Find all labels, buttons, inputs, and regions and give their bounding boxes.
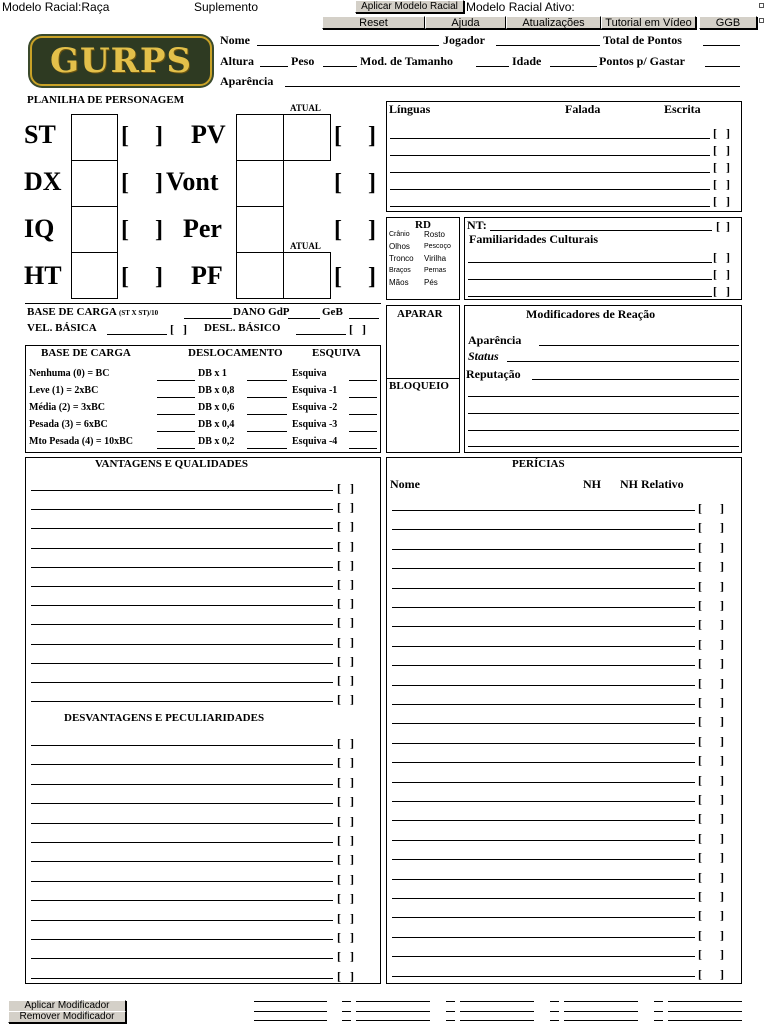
pericia-points[interactable]: [ ] xyxy=(698,772,724,787)
desvantagem-row[interactable] xyxy=(31,861,333,862)
dx-points[interactable]: [ ] xyxy=(121,170,173,196)
modifier-dash xyxy=(446,1020,455,1021)
carga-level-2: Leve (1) = 2xBC xyxy=(29,385,99,396)
modifier-field[interactable] xyxy=(356,1011,430,1012)
vantagem-row[interactable] xyxy=(31,567,333,568)
modifier-dash xyxy=(654,1001,663,1002)
iq-value-box[interactable] xyxy=(71,206,118,253)
modifier-field[interactable] xyxy=(460,1011,534,1012)
pericia-points[interactable]: [ ] xyxy=(698,598,724,612)
aparar-label: APARAR xyxy=(397,308,443,320)
desvantagem-points[interactable]: [ ] xyxy=(337,774,354,789)
modifier-dash xyxy=(654,1020,663,1021)
desvantagem-row[interactable] xyxy=(31,784,333,785)
pv-atual-box[interactable] xyxy=(283,114,331,161)
esquiva-header: ESQUIVA xyxy=(312,347,361,359)
rd-part-left-2: Olhos xyxy=(389,242,410,251)
escrita-header: Escrita xyxy=(664,102,701,116)
pericia-row[interactable] xyxy=(392,665,695,666)
desvantagem-row[interactable] xyxy=(31,958,333,959)
pericia-row[interactable] xyxy=(392,626,695,627)
divider xyxy=(386,378,460,379)
iq-points[interactable]: [ ] xyxy=(121,217,173,243)
desl-value-5[interactable] xyxy=(247,448,287,449)
jogador-field[interactable] xyxy=(496,45,600,46)
pericia-row[interactable] xyxy=(392,510,695,511)
vantagem-points[interactable]: [ ] xyxy=(337,577,354,591)
rd-title: RD xyxy=(415,219,431,231)
pericia-row[interactable] xyxy=(392,607,695,608)
nome-field[interactable] xyxy=(257,45,439,46)
desl-basico-field[interactable] xyxy=(296,334,346,335)
vantagem-row[interactable] xyxy=(31,663,333,664)
reacao-aparencia-label: Aparência xyxy=(468,333,522,347)
ht-value-box[interactable] xyxy=(71,252,118,299)
modifier-field[interactable] xyxy=(668,1020,742,1021)
pericia-points[interactable]: [ ] xyxy=(698,908,724,923)
pericia-row[interactable] xyxy=(392,801,695,802)
attr-st: ST xyxy=(24,120,56,149)
pericia-row[interactable] xyxy=(392,898,695,899)
aparencia-field[interactable] xyxy=(285,86,740,87)
modifier-dash xyxy=(654,1011,663,1012)
geb-label: GeB xyxy=(322,306,343,318)
vantagem-row[interactable] xyxy=(31,528,333,529)
pericia-points[interactable]: [ ] xyxy=(698,927,724,942)
modifier-dash xyxy=(446,1011,455,1012)
vel-basica-field[interactable] xyxy=(107,334,167,335)
st-value-box[interactable] xyxy=(71,114,118,161)
desl-mult-5: DB x 0,2 xyxy=(198,436,235,447)
falada-header: Falada xyxy=(565,102,601,116)
reacao-row-3[interactable] xyxy=(468,430,739,431)
lingua-row-2[interactable] xyxy=(390,155,710,156)
total-pontos-label: Total de Pontos xyxy=(603,33,682,47)
desvantagem-row[interactable] xyxy=(31,978,333,979)
tutorial-button[interactable]: Tutorial em Vídeo xyxy=(601,16,696,29)
pericia-row[interactable] xyxy=(392,840,695,841)
vantagens-title: VANTAGENS E QUALIDADES xyxy=(95,458,249,470)
desvantagem-points[interactable]: [ ] xyxy=(337,813,354,828)
modifier-field[interactable] xyxy=(254,1020,327,1021)
sheet-title: PLANILHA DE PERSONAGEM xyxy=(27,94,185,106)
vantagem-points[interactable]: [ ] xyxy=(337,634,354,649)
modelo-racial-select[interactable]: Raça xyxy=(81,0,110,14)
carga-level-3: Média (2) = 3xBC xyxy=(29,402,105,413)
pontos-gastar-field[interactable] xyxy=(705,66,740,67)
pv-points[interactable]: [ ] xyxy=(334,123,386,149)
vantagem-row[interactable] xyxy=(31,586,333,587)
desl-mult-3: DB x 0,6 xyxy=(198,402,235,413)
lingua-row-3[interactable] xyxy=(390,172,710,173)
atual-label-top: ATUAL xyxy=(290,103,321,113)
reacao-row-2[interactable] xyxy=(468,413,739,414)
pericia-points[interactable]: [ ] xyxy=(698,714,724,729)
vantagem-row[interactable] xyxy=(31,624,333,625)
modifier-field[interactable] xyxy=(668,1001,742,1002)
linguas-box xyxy=(386,101,742,212)
pericia-row[interactable] xyxy=(392,782,695,783)
pericia-row[interactable] xyxy=(392,588,695,589)
pericia-row[interactable] xyxy=(392,859,695,860)
remover-modificador-button[interactable]: Remover Modificador xyxy=(8,1011,126,1023)
pericia-points[interactable]: [ ] xyxy=(698,520,724,535)
per-value-box[interactable] xyxy=(236,206,284,253)
vantagem-points[interactable]: [ ] xyxy=(337,481,354,495)
pericia-points[interactable]: [ ] xyxy=(698,539,724,554)
pericia-points[interactable]: [ ] xyxy=(698,656,724,671)
desl-basico-label: DESL. BÁSICO xyxy=(204,322,281,334)
reacao-status-label: Status xyxy=(468,349,499,363)
rd-part-left-1: Crânio xyxy=(389,231,410,238)
pericia-points[interactable]: [ ] xyxy=(698,792,724,806)
gurps-logo xyxy=(30,36,212,86)
rd-part-right-4: Pernas xyxy=(424,267,447,274)
nt-points[interactable]: [ ] xyxy=(716,219,730,233)
dx-value-box[interactable] xyxy=(71,160,118,207)
modifier-field[interactable] xyxy=(356,1020,430,1021)
carga-header: BASE DE CARGA xyxy=(41,347,131,359)
desvantagem-row[interactable] xyxy=(31,764,333,765)
pericia-points[interactable]: [ ] xyxy=(698,869,724,884)
linguas-title: Línguas xyxy=(389,102,431,116)
desvantagem-points[interactable]: [ ] xyxy=(337,755,354,770)
modifier-field[interactable] xyxy=(564,1001,638,1002)
lingua-points-4[interactable]: [ ] xyxy=(713,177,730,191)
pericia-points[interactable]: [ ] xyxy=(698,695,724,709)
desvantagem-points[interactable]: [ ] xyxy=(337,736,354,750)
pv-value-box[interactable] xyxy=(236,114,284,161)
aplicar-modelo-button[interactable]: Aplicar Modelo Racial xyxy=(355,0,464,13)
total-pontos-field[interactable] xyxy=(703,45,740,46)
modifier-dash xyxy=(550,1011,559,1012)
pontos-gastar-label: Pontos p/ Gastar xyxy=(599,54,686,68)
pericia-points[interactable]: [ ] xyxy=(698,501,724,515)
vantagem-row[interactable] xyxy=(31,644,333,645)
base-carga-field[interactable] xyxy=(184,318,232,319)
vont-value-box[interactable] xyxy=(236,160,284,207)
carga-level-5: Mto Pesada (4) = 10xBC xyxy=(29,436,134,447)
desvantagem-row[interactable] xyxy=(31,881,333,882)
desvantagem-row[interactable] xyxy=(31,842,333,843)
rd-part-left-3: Tronco xyxy=(389,254,414,263)
desvantagem-points[interactable]: [ ] xyxy=(337,949,354,964)
desl-value-3[interactable] xyxy=(247,414,287,415)
vantagem-points[interactable]: [ ] xyxy=(337,615,354,630)
desvantagem-row[interactable] xyxy=(31,745,333,746)
altura-label: Altura xyxy=(220,54,254,68)
pericias-title: PERÍCIAS xyxy=(512,458,565,470)
pericia-row[interactable] xyxy=(392,937,695,938)
vantagem-points[interactable]: [ ] xyxy=(337,538,354,553)
nt-field[interactable] xyxy=(490,230,712,231)
desvantagens-title: DESVANTAGENS E PECULIARIDADES xyxy=(64,712,265,724)
pf-atual-box[interactable] xyxy=(283,252,331,299)
bloqueio-label: BLOQUEIO xyxy=(389,380,449,392)
pericia-points[interactable]: [ ] xyxy=(698,830,724,845)
geb-field[interactable] xyxy=(349,318,379,319)
esquiva-mod-3: Esquiva -2 xyxy=(292,402,338,413)
esquiva-value-2[interactable] xyxy=(349,397,377,398)
reacao-status-field[interactable] xyxy=(507,361,739,362)
modifier-dash xyxy=(550,1020,559,1021)
pericias-nh-header: NH xyxy=(583,477,601,491)
desvantagem-points[interactable]: [ ] xyxy=(337,871,354,886)
pericia-row[interactable] xyxy=(392,704,695,705)
desvantagem-row[interactable] xyxy=(31,823,333,824)
pericia-row[interactable] xyxy=(392,820,695,821)
modelo-racial-label: Modelo Racial:Raça xyxy=(2,0,110,14)
modifier-field[interactable] xyxy=(668,1011,742,1012)
idade-label: Idade xyxy=(512,54,542,68)
desl-mult-2: DB x 0,8 xyxy=(198,385,235,396)
desl-mult-4: DB x 0,4 xyxy=(198,419,235,430)
lingua-row-5[interactable] xyxy=(390,206,710,207)
vantagem-points[interactable]: [ ] xyxy=(337,596,354,611)
pf-points[interactable]: [ ] xyxy=(334,264,386,290)
esquiva-mod-5: Esquiva -4 xyxy=(292,436,338,447)
pericia-points[interactable]: [ ] xyxy=(698,889,724,903)
desl-value-4[interactable] xyxy=(247,431,287,432)
desvantagem-points[interactable]: [ ] xyxy=(337,794,354,809)
pericia-row[interactable] xyxy=(392,917,695,918)
desl-value-1[interactable] xyxy=(247,380,287,381)
lingua-points-2[interactable]: [ ] xyxy=(713,143,730,157)
carga-value-4[interactable] xyxy=(157,431,195,432)
st-points[interactable]: [ ] xyxy=(121,123,173,149)
ajuda-button[interactable]: Ajuda xyxy=(425,16,506,29)
modifier-field[interactable] xyxy=(356,1001,430,1002)
vantagem-points[interactable]: [ ] xyxy=(337,519,354,534)
nt-label: NT: xyxy=(467,218,487,232)
pericia-points[interactable]: [ ] xyxy=(698,966,724,981)
rd-part-right-5: Pés xyxy=(424,278,438,287)
rd-part-right-2: Pescoço xyxy=(424,243,451,250)
vantagem-points[interactable]: [ ] xyxy=(337,653,354,668)
lingua-points-5[interactable]: [ ] xyxy=(713,194,730,208)
attr-ht: HT xyxy=(24,261,62,290)
pericia-points[interactable]: [ ] xyxy=(698,753,724,768)
modifier-field[interactable] xyxy=(564,1020,638,1021)
vantagem-row[interactable] xyxy=(31,682,333,683)
ht-points[interactable]: [ ] xyxy=(121,264,173,290)
pericia-row[interactable] xyxy=(392,685,695,686)
ggb-button[interactable]: GGB xyxy=(699,16,757,29)
pericia-row[interactable] xyxy=(392,529,695,530)
desl-mult-1: DB x 1 xyxy=(198,368,227,379)
esquiva-mod-1: Esquiva xyxy=(292,368,327,379)
desl-value-2[interactable] xyxy=(247,397,287,398)
reset-button[interactable]: Reset xyxy=(322,16,425,29)
vantagem-points[interactable]: [ ] xyxy=(337,692,354,707)
modifier-field[interactable] xyxy=(460,1020,534,1021)
desvantagem-row[interactable] xyxy=(31,920,333,921)
pf-value-box[interactable] xyxy=(236,252,284,299)
mod-tamanho-field[interactable] xyxy=(476,66,509,67)
rd-part-left-5: Mãos xyxy=(389,278,409,287)
pericias-nh-relativo-header: NH Relativo xyxy=(620,477,684,491)
pericia-row[interactable] xyxy=(392,568,695,569)
base-carga-label: BASE DE CARGA (ST X ST)/10 xyxy=(27,306,159,318)
modifier-field[interactable] xyxy=(460,1001,534,1002)
pericia-points[interactable]: [ ] xyxy=(698,578,724,593)
altura-field[interactable] xyxy=(260,66,288,67)
vont-points[interactable]: [ ] xyxy=(334,170,386,196)
modifier-dash xyxy=(342,1001,351,1002)
modifier-dash xyxy=(342,1011,351,1012)
rd-part-right-1: Rosto xyxy=(424,230,445,239)
vantagem-points[interactable]: [ ] xyxy=(337,500,354,515)
peso-label: Peso xyxy=(291,54,315,68)
checkbox-2[interactable] xyxy=(759,18,764,23)
pericia-points[interactable]: [ ] xyxy=(698,850,724,865)
lingua-row-4[interactable] xyxy=(390,189,710,190)
pericia-points[interactable]: [ ] xyxy=(698,675,724,690)
pericia-points[interactable]: [ ] xyxy=(698,617,724,632)
pericia-row[interactable] xyxy=(392,549,695,550)
vantagem-row[interactable] xyxy=(31,509,333,510)
pericia-row[interactable] xyxy=(392,956,695,957)
atualizacoes-button[interactable]: Atualizações xyxy=(506,16,601,29)
desvantagem-points[interactable]: [ ] xyxy=(337,930,354,944)
dano-label: DANO GdP xyxy=(233,306,290,318)
familiaridade-points-3[interactable]: [ ] xyxy=(713,284,730,298)
reacao-title: Modificadores de Reação xyxy=(526,307,656,321)
esquiva-mod-2: Esquiva -1 xyxy=(292,385,338,396)
pericia-row[interactable] xyxy=(392,879,695,880)
pericia-points[interactable]: [ ] xyxy=(698,733,724,748)
esquiva-mod-4: Esquiva -3 xyxy=(292,419,338,430)
vantagem-row[interactable] xyxy=(31,490,333,491)
jogador-label: Jogador xyxy=(443,33,485,47)
esquiva-value-3[interactable] xyxy=(349,414,377,415)
attr-iq: IQ xyxy=(24,214,55,243)
vantagem-points[interactable]: [ ] xyxy=(337,557,354,572)
carga-value-5[interactable] xyxy=(157,448,195,449)
lingua-points-1[interactable]: [ ] xyxy=(713,126,730,140)
pericia-points[interactable]: [ ] xyxy=(698,811,724,826)
familiaridade-row-1[interactable] xyxy=(468,262,712,263)
reacao-row-1[interactable] xyxy=(468,396,739,397)
vantagem-row[interactable] xyxy=(31,548,333,549)
checkbox-1[interactable] xyxy=(759,3,764,8)
carga-level-1: Nenhuma (0) = BC xyxy=(29,368,110,379)
familiaridade-row-2[interactable] xyxy=(468,279,712,280)
esquiva-value-4[interactable] xyxy=(349,431,377,432)
familiaridade-points-2[interactable]: [ ] xyxy=(713,267,730,281)
pericias-nome-header: Nome xyxy=(390,477,420,491)
mod-tamanho-label: Mod. de Tamanho xyxy=(360,54,454,68)
attr-pv: PV xyxy=(191,120,226,149)
vel-basica-label: VEL. BÁSICA xyxy=(27,322,97,334)
lingua-points-3[interactable]: [ ] xyxy=(713,160,730,174)
pericia-row[interactable] xyxy=(392,976,695,977)
atual-label-bottom: ATUAL xyxy=(290,241,321,251)
esquiva-value-1[interactable] xyxy=(349,380,377,381)
modifier-dash xyxy=(446,1001,455,1002)
familiaridades-title: Familiaridades Culturais xyxy=(469,232,599,246)
nome-label: Nome xyxy=(220,33,250,47)
idade-field[interactable] xyxy=(550,66,597,67)
pericia-row[interactable] xyxy=(392,723,695,724)
lingua-row-1[interactable] xyxy=(390,138,710,139)
desvantagem-row[interactable] xyxy=(31,803,333,804)
desvantagem-points[interactable]: [ ] xyxy=(337,968,354,983)
pericia-points[interactable]: [ ] xyxy=(698,636,724,651)
pericia-row[interactable] xyxy=(392,743,695,744)
dano-gdp-field[interactable] xyxy=(288,318,320,319)
carga-value-1[interactable] xyxy=(157,380,195,381)
rd-part-right-3: Virilha xyxy=(424,254,447,263)
reacao-aparencia-field[interactable] xyxy=(539,345,739,346)
vel-basica-points[interactable]: [ ] xyxy=(170,322,187,336)
reacao-reputacao-label: Reputação xyxy=(466,367,521,381)
modifier-dash xyxy=(550,1001,559,1002)
pericia-row[interactable] xyxy=(392,646,695,647)
carga-value-2[interactable] xyxy=(157,397,195,398)
esquiva-value-5[interactable] xyxy=(349,448,377,449)
desl-basico-points[interactable]: [ ] xyxy=(349,322,366,336)
rd-part-left-4: Braços xyxy=(389,267,411,274)
desvantagem-points[interactable]: [ ] xyxy=(337,910,354,925)
familiaridade-row-3[interactable] xyxy=(468,296,712,297)
desvantagem-row[interactable] xyxy=(31,900,333,901)
vantagem-row[interactable] xyxy=(31,701,333,702)
familiaridade-points-1[interactable]: [ ] xyxy=(713,250,730,264)
desvantagem-points[interactable]: [ ] xyxy=(337,891,354,906)
aplicar-modificador-button[interactable]: Aplicar Modificador xyxy=(8,1000,126,1012)
pericia-row[interactable] xyxy=(392,762,695,763)
carga-level-4: Pesada (3) = 6xBC xyxy=(29,419,108,430)
deslocamento-header: DESLOCAMENTO xyxy=(188,347,283,359)
desvantagem-points[interactable]: [ ] xyxy=(337,852,354,867)
attr-dx: DX xyxy=(24,167,62,196)
peso-field[interactable] xyxy=(323,66,357,67)
pericia-points[interactable]: [ ] xyxy=(698,947,724,962)
pericia-points[interactable]: [ ] xyxy=(698,559,724,574)
modifier-field[interactable] xyxy=(254,1001,327,1002)
modelo-ativo-label: Modelo Racial Ativo: xyxy=(466,0,575,14)
pericias-box xyxy=(386,457,742,984)
carga-value-3[interactable] xyxy=(157,414,195,415)
reacao-reputacao-field[interactable] xyxy=(532,379,739,380)
attr-per: Per xyxy=(183,214,222,243)
modifier-field[interactable] xyxy=(254,1011,327,1012)
logo-text: GURPS xyxy=(49,41,193,81)
defesas-box xyxy=(386,305,460,453)
attr-vont: Vont xyxy=(166,167,219,196)
reacao-row-4[interactable] xyxy=(468,446,739,447)
per-points[interactable]: [ ] xyxy=(334,217,386,243)
attr-pf: PF xyxy=(191,261,223,290)
modifier-field[interactable] xyxy=(564,1011,638,1012)
aparencia-label: Aparência xyxy=(220,74,274,88)
divider xyxy=(25,303,381,304)
desvantagem-row[interactable] xyxy=(31,939,333,940)
vantagem-row[interactable] xyxy=(31,605,333,606)
modifier-dash xyxy=(342,1020,351,1021)
suplemento-select[interactable]: Suplemento xyxy=(194,0,259,14)
desvantagem-points[interactable]: [ ] xyxy=(337,833,354,847)
vantagem-points[interactable]: [ ] xyxy=(337,673,354,687)
